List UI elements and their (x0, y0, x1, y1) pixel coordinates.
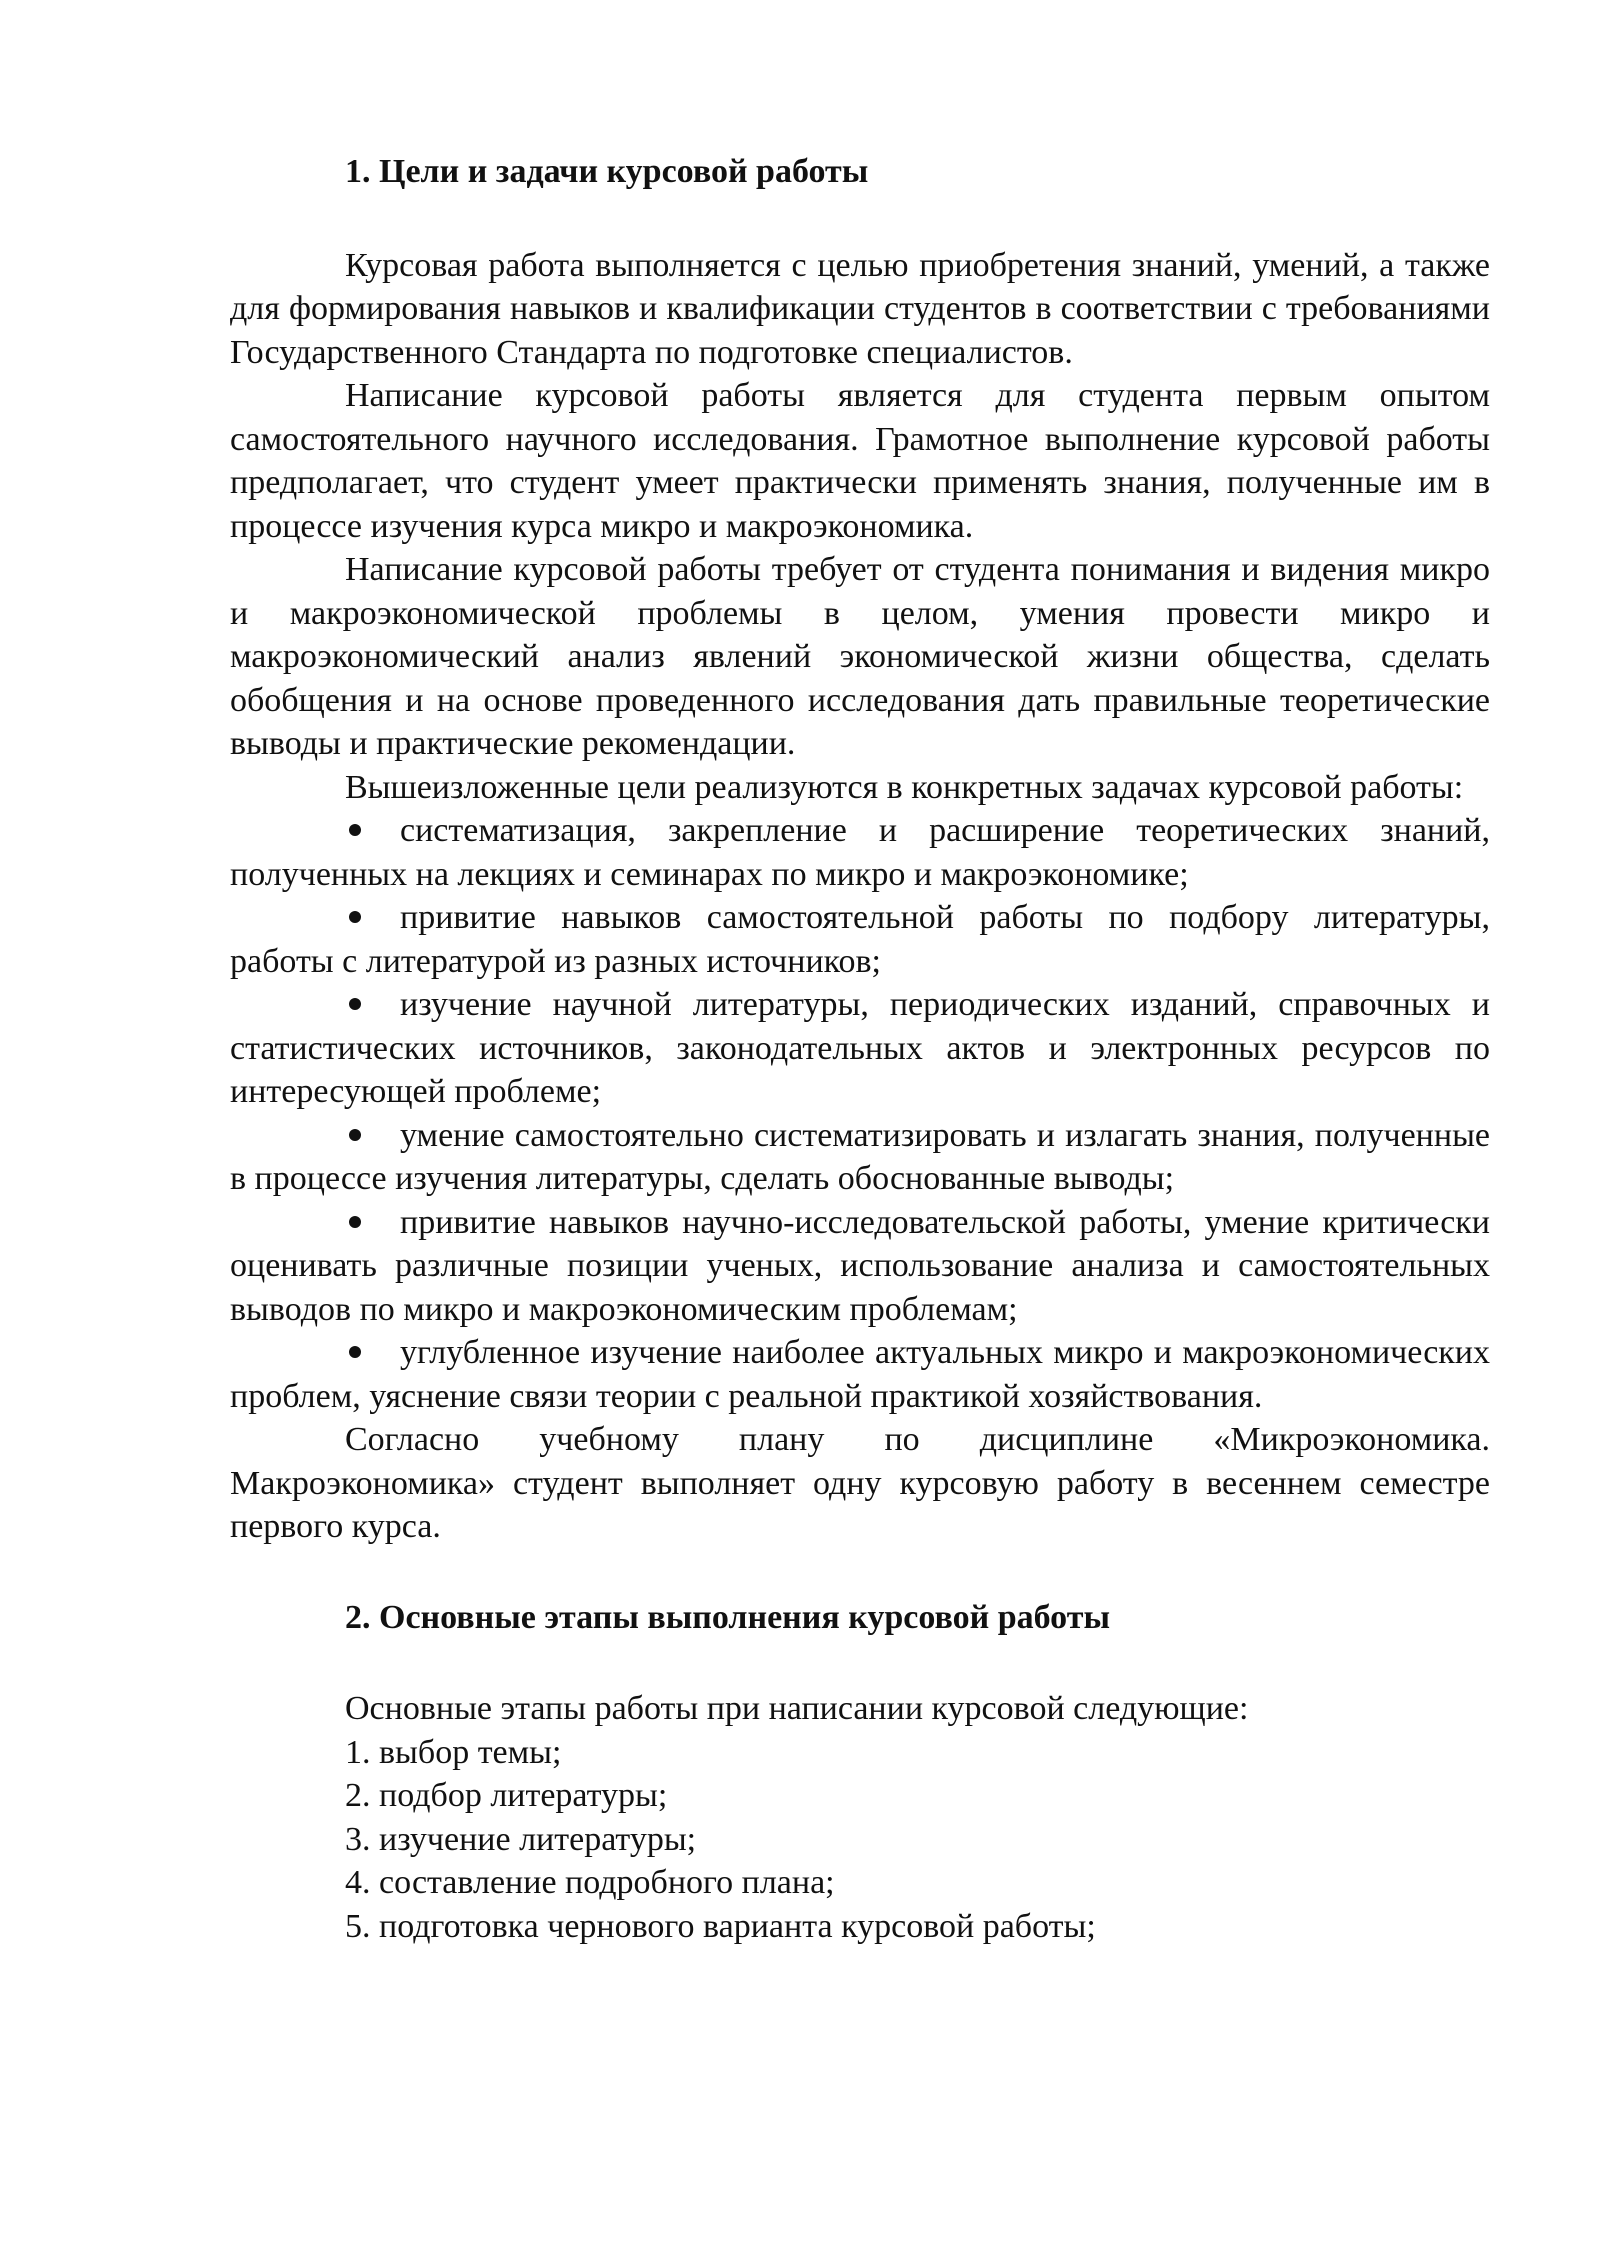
paragraph: Курсовая работа выполняется с целью приобретения знаний, умений, а также для формирования навыков и квалификации студентов в соответствии с требованиями Государственного Стандарта по подготовке специалистов. (230, 246, 1490, 371)
paragraph: Написание курсовой работы требует от студента понимания и видения микро и макроэкономической проблемы в целом, умения провести микро и макроэкономический анализ явлений экономической жизни общества, сделать обобщения и на основе проведенного исследования дать правильные теоретические выводы и практические рекомендации. (230, 551, 1490, 762)
bullet-icon (345, 983, 400, 1027)
bullet-icon (345, 809, 400, 853)
section-1-heading: 1. Цели и задачи курсовой работы (345, 153, 869, 190)
list-item: 4. составление подробного плана; (345, 1864, 835, 1901)
paragraph: Согласно учебному плану по дисциплине «Микроэкономика. Макроэкономика» студент выполняет одну курсовую работу в весеннем семестре первого курса. (230, 1421, 1490, 1545)
document-page (230, 150, 1490, 1948)
list-item: 5. подготовка чернового варианта курсовой работы; (345, 1907, 1096, 1945)
bullet-item (230, 1114, 1490, 1201)
steps-intro: Основные этапы работы при написании курсовой следующие: (345, 1690, 1249, 1727)
bullet-text: привитие навыков самостоятельной работы по подбору литературы, работы с литературой из разных источников; (230, 899, 1490, 980)
bullet-text: систематизация, закрепление и расширение теоретических знаний, полученных на лекциях и семинарах по микро и макроэкономике; (230, 812, 1490, 893)
list-item: 2. подбор литературы; (345, 1777, 668, 1814)
bullet-item (230, 1331, 1490, 1418)
bullet-icon (345, 1114, 400, 1158)
bullet-item (230, 1201, 1490, 1332)
bullet-text: углубленное изучение наиболее актуальных микро и макроэкономических проблем, уяснение связи теории с реальной практикой хозяйствования. (230, 1334, 1490, 1415)
bullet-icon (345, 1201, 400, 1245)
section-2-heading: 2. Основные этапы выполнения курсовой работы (345, 1598, 1110, 1636)
list-item: 3. изучение литературы; (345, 1820, 697, 1858)
paragraph: Написание курсовой работы является для студента первым опытом самостоятельного научного исследования. Грамотное выполнение курсовой работы предполагает, что студент умеет практически применять знания, полученные им в процессе изучения курса микро и макроэкономика. (230, 377, 1490, 545)
bullet-item (230, 809, 1490, 896)
bullet-text: умение самостоятельно систематизировать и излагать знания, полученные в процессе изучения литературы, сделать обоснованные выводы; (230, 1116, 1490, 1197)
paragraph: Вышеизложенные цели реализуются в конкретных задачах курсовой работы: (345, 768, 1464, 806)
bullet-icon (345, 896, 400, 940)
bullet-text: изучение научной литературы, периодических изданий, справочных и статистических источников, законодательных актов и электронных ресурсов по интересующей проблеме; (230, 986, 1490, 1110)
list-item: 1. выбор темы; (345, 1733, 562, 1771)
bullet-text: привитие навыков научно-исследовательской работы, умение критически оценивать различные позиции ученых, использование анализа и самостоятельных выводов по микро и макроэкономическим проблемам; (230, 1203, 1490, 1328)
bullet-item (230, 983, 1490, 1114)
bullet-item (230, 896, 1490, 983)
bullet-icon (345, 1331, 400, 1375)
